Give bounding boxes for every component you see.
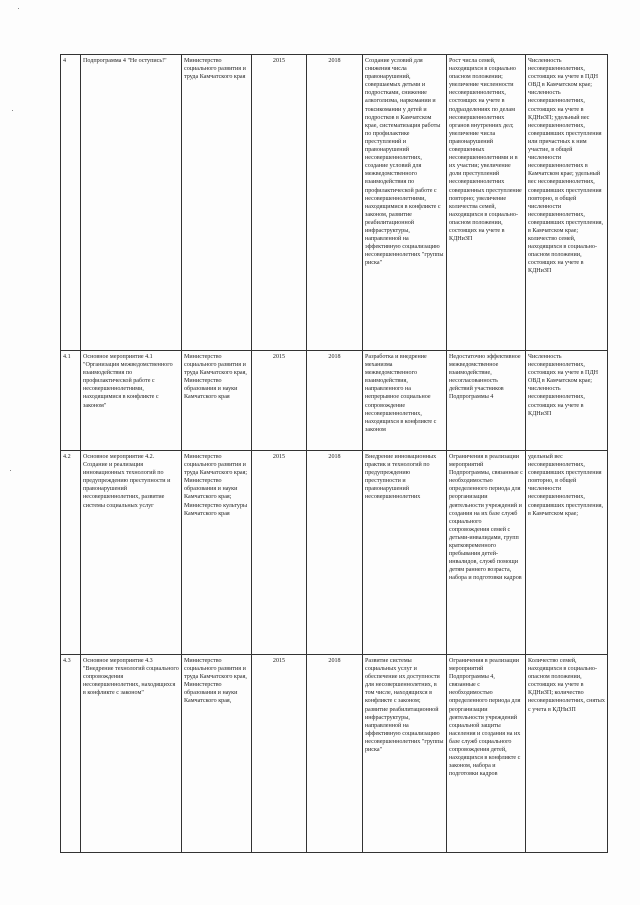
expected-result: Разработка и внедрение механизма межведомственного взаимодействия, направленного на непрерывное социальное сопровождение несовершеннолетних, находящихся в конфликте с законом <box>363 351 447 451</box>
non-implementation-consequences: Ограничения в реализации мероприятий Подпрограммы, связанные с необходимостью определенного периода для реорганизации деятельности учреждений и создания на их базе служб социального сопровождения семей с детьми-инвалидами, групп кратковременного пребывания детей-инвалидов, служб помощи детям раннего возраста, набора и подготовки кадров <box>447 451 526 655</box>
related-indicators: удельный вес несовершеннолетних, совершивших преступления повторно, в общей численности несовершеннолетних, совершивших преступления, в Камчатском крае; <box>526 451 608 655</box>
measure-name: Основное мероприятие 4.1 "Организация межведомственного взаимодействия по профилактической работе с несовершеннолетними, находящимися в конфликте с законом" <box>81 351 182 451</box>
executor: Министерство социального развития и труда Камчатского края, Министерство образования и науки Камчатского края <box>182 351 252 451</box>
end-year: 2018 <box>307 351 363 451</box>
start-year: 2015 <box>252 351 307 451</box>
table-row <box>61 451 608 655</box>
executor: Министерство социального развития и труда Камчатского края; Министерство образования и науки Камчатского края; Министерство культуры Камчатского края <box>182 451 252 655</box>
measure-name: Подпрограмма 4 "Не оступись!" <box>81 55 182 351</box>
related-indicators: Численность несовершеннолетних, состоящих на учете в ПДН ОВД в Камчатском крае; численность несовершеннолетних, состоящих на учете в КДНиЗП; удельный вес несовершеннолетних, совершивших преступления или причастных к ним участие, в общей численности несовершеннолетних в Камчатском крае; удельный вес несовершеннолетних, совершивших преступления повторно, в общей численности несовершеннолетних, совершивших преступления, в Камчатском крае; количество семей, находящихся в социально-опасном положении, состоящих на учете в КДНиЗП <box>526 55 608 351</box>
end-year: 2018 <box>307 451 363 655</box>
row-number: 4 <box>61 55 81 351</box>
row-number: 4.2 <box>61 451 81 655</box>
executor: Министерство социального развития и труда Камчатского края, Министерство образования и науки Камчатского края, <box>182 655 252 853</box>
row-number: 4.3 <box>61 655 81 853</box>
table-row <box>61 655 608 853</box>
scan-speck <box>10 470 11 471</box>
measure-name: Основное мероприятие 4.2. Создание и реализация инновационных технологий по предупреждению преступности и правонарушений несовершеннолетних, развитие системы социальных услуг <box>81 451 182 655</box>
scan-speck <box>18 8 19 9</box>
program-table <box>60 54 608 853</box>
measure-name: Основное мероприятие 4.3 "Внедрение технологий социального сопровождения несовершеннолетних, находящихся в конфликте с законом" <box>81 655 182 853</box>
expected-result: Развитие системы социальных услуг и обеспечение их доступности для несовершеннолетних, в том числе, находящихся в конфликте с законом; развитие реабилитационной инфраструктуры, направленной на эффективную социализацию несовершеннолетних "группы риска" <box>363 655 447 853</box>
scan-speck <box>12 110 13 111</box>
expected-result: Создание условий для снижения числа правонарушений, совершаемых детьми и подростками, снижение алкоголизма, наркомании и токсикомании у детей и подростков в Камчатском крае, систематизация работы по профилактике преступлений и правонарушений несовершеннолетних, создание условий для межведомственного взаимодействия по профилактической работе с несовершеннолетними, находящимися в конфликте с законом, развитие реабилитационной инфраструктуры, направленной на эффективную социализацию несовершеннолетних "группы риска" <box>363 55 447 351</box>
end-year: 2018 <box>307 655 363 853</box>
related-indicators: Численность несовершеннолетних, состоящих на учете в ПДН ОВД в Камчатском крае; численность несовершеннолетних, состоящих на учете в КДНиЗП <box>526 351 608 451</box>
start-year: 2015 <box>252 451 307 655</box>
table-row <box>61 351 608 451</box>
start-year: 2015 <box>252 55 307 351</box>
table-row <box>61 55 608 351</box>
non-implementation-consequences: Рост числа семей, находящихся в социально опасном положении; увеличение численности несовершеннолетних, состоящих на учете в подразделениях по делам несовершеннолетних органов внутренних дел; увеличение числа правонарушений совершенных несовершеннолетними и в их участии; увеличение доли преступлений несовершеннолетних совершенных преступление повторно; увеличение количества семей, находящихся в социально-опасном положении, состоящих на учете в КДНиЗП <box>447 55 526 351</box>
related-indicators: Количество семей, находящихся в социально-опасном положении, состоящих на учете в КДНиЗП; количество несовершеннолетних, снятых с учета в КДНиЗП <box>526 655 608 853</box>
end-year: 2018 <box>307 55 363 351</box>
expected-result: Внедрение инновационных практик и технологий по предупреждению преступности и правонарушений несовершеннолетних <box>363 451 447 655</box>
executor: Министерство социального развития и труда Камчатского края <box>182 55 252 351</box>
row-number: 4.1 <box>61 351 81 451</box>
start-year: 2015 <box>252 655 307 853</box>
non-implementation-consequences: Недостаточно эффективное межведомственное взаимодействие, несогласованность действий участников Подпрограммы 4 <box>447 351 526 451</box>
non-implementation-consequences: Ограничения в реализации мероприятий Подпрограммы 4, связанные с необходимостью определенного периода для реорганизации деятельности учреждений социальной защиты населения и создания на их базе служб социального сопровождения детей, находящихся в конфликте с законом, набора и подготовки кадров <box>447 655 526 853</box>
